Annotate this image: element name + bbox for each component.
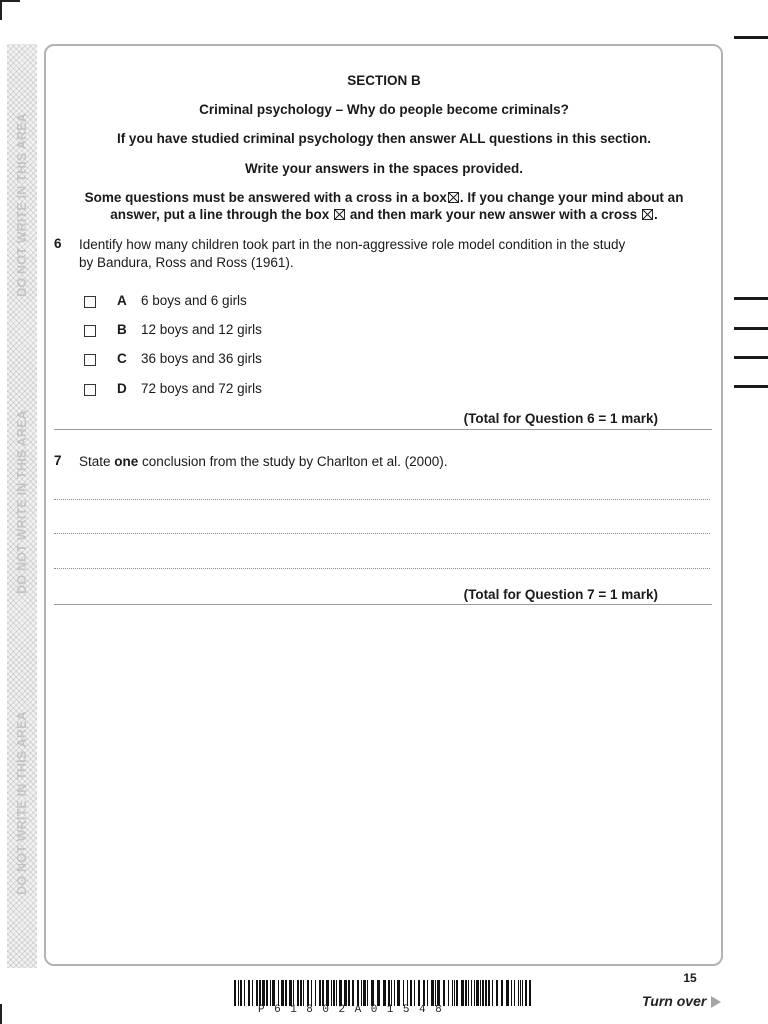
margin-tick bbox=[734, 297, 768, 300]
question-7-number: 7 bbox=[54, 453, 62, 468]
question-7-text: State one conclusion from the study by Charlton et al. (2000). bbox=[79, 454, 448, 469]
margin-tick bbox=[734, 356, 768, 359]
crop-mark-top-left bbox=[0, 0, 20, 20]
margin-tick bbox=[734, 36, 768, 39]
crossed-box-icon bbox=[642, 209, 653, 220]
question-6-total: (Total for Question 6 = 1 mark) bbox=[463, 411, 658, 426]
crossed-box-icon bbox=[448, 192, 459, 203]
question-7-total: (Total for Question 7 = 1 mark) bbox=[463, 587, 658, 602]
page-number: 15 bbox=[683, 971, 697, 985]
question-divider bbox=[54, 429, 712, 430]
answer-checkbox[interactable] bbox=[84, 296, 96, 308]
answer-panel bbox=[44, 44, 723, 966]
turn-over-arrow-icon bbox=[711, 996, 721, 1008]
instruction-cross-line-2: answer, put a line through the box and then mark your new answer with a cross . bbox=[110, 207, 658, 222]
margin-tick bbox=[734, 327, 768, 330]
section-topic: Criminal psychology – Why do people become criminals? bbox=[199, 102, 569, 117]
answer-line[interactable] bbox=[54, 533, 710, 534]
crossed-box-icon bbox=[334, 209, 345, 220]
question-divider bbox=[54, 604, 712, 605]
answer-checkbox[interactable] bbox=[84, 354, 96, 366]
answer-line[interactable] bbox=[54, 568, 710, 569]
barcode-text: P61802A01548 bbox=[258, 1004, 452, 1016]
question-6-text: Identify how many children took part in the non-aggressive role model condition in the study by Bandura, Ross and Ross (1961). bbox=[79, 237, 626, 270]
barcode-icon bbox=[234, 980, 534, 1006]
instruction-spaces: Write your answers in the spaces provided. bbox=[244, 161, 524, 176]
question-6-number: 6 bbox=[54, 236, 62, 251]
crop-mark-bottom-left bbox=[0, 1004, 20, 1024]
section-title: SECTION B bbox=[347, 73, 421, 88]
answer-checkbox[interactable] bbox=[84, 325, 96, 337]
answer-checkbox[interactable] bbox=[84, 384, 96, 396]
turn-over-label: Turn over bbox=[642, 993, 707, 1009]
instruction-answer-all: If you have studied criminal psychology then answer ALL questions in this section. bbox=[116, 131, 652, 146]
answer-line[interactable] bbox=[54, 499, 710, 500]
instruction-cross-line-1: Some questions must be answered with a cross in a box . If you change your mind about an bbox=[84, 190, 684, 205]
margin-tick bbox=[734, 385, 768, 388]
